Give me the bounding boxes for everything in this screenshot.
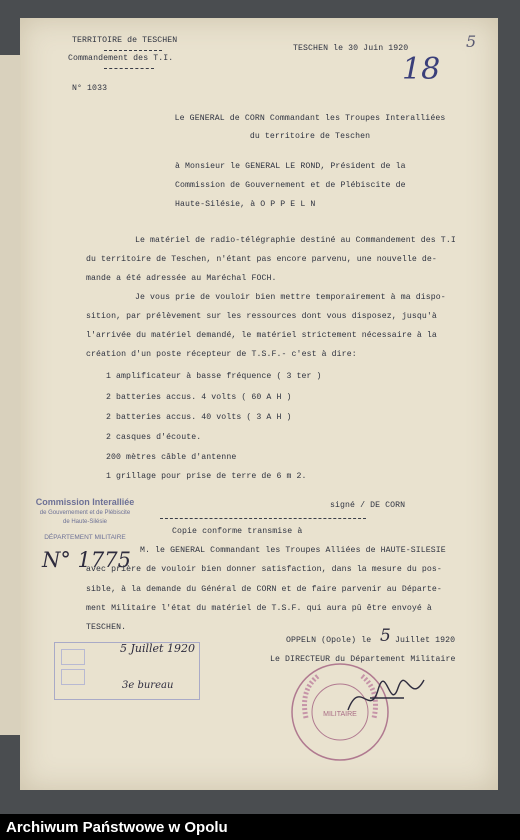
addressee-line-3: Haute-Silésie, à O P P E L N [175,200,316,209]
addressee-line-1: à Monsieur le GENERAL LE ROND, Président de la [175,162,406,171]
body-p2-line-1: Je vous prie de vouloir bien mettre temporairement à ma dispo- [135,293,446,302]
commission-stamp-line-1: Commission Interalliée [35,497,135,507]
signature-stroke [348,680,424,710]
equipment-item: 1 amplificateur à basse fréquence ( 3 ter ) [106,372,322,381]
body-p2-line-3: l'arrivée du matériel demandé, le matériel strictement nécessaire à la [86,331,437,340]
signature-line: signé / DE CORN [330,501,406,510]
transmission-line-4: ment Militaire l'état du matériel de T.S.F. qui aura pû être envoyé à [86,604,432,613]
document-number: N° 1033 [72,84,108,93]
body-p2-line-4: création d'un poste récepteur de T.S.F.- c'est à dire: [86,350,357,359]
director-signature [340,668,430,728]
director-line: Le DIRECTEUR du Département Militaire [270,655,456,664]
equipment-item: 200 mètres câble d'antenne [106,453,237,462]
stamp-cell [61,669,85,685]
sender-line-2: du territoire de Teschen [249,132,371,141]
addressee-line-2: Commission de Gouvernement et de Plébiscite de [175,181,406,190]
place-date-prefix: OPPELN (Opole) le [286,636,372,645]
transmission-line-5: TESCHEN. [86,623,127,632]
transmission-line-2: avec prière de vouloir bien donner satisfaction, dans la mesure du pos- [86,565,442,574]
place-date-suffix: Juillet 1920 [395,636,456,645]
equipment-item: 2 batteries accus. 4 volts ( 60 A H ) [106,393,292,402]
commission-stamp-line-3: de Haute-Silésie [62,519,108,525]
stamp-date: 5 Juillet 1920 [120,642,195,655]
org-line-1: TERRITOIRE de TESCHEN [72,36,178,45]
header-rule-1 [104,50,162,51]
place-date-day: 5 [380,626,391,646]
stamp-bureau: 3e bureau [122,680,174,691]
sender-line-1: Le GENERAL de CORN Commandant les Troupes Interalliées [174,114,446,123]
equipment-item: 2 batteries accus. 40 volts ( 3 A H ) [106,413,292,422]
transmission-intro: Copie conforme transmise à [172,527,303,536]
document-date: TESCHEN le 30 Juin 1920 [293,44,409,53]
org-line-2: Commandement des T.I. [68,54,174,63]
corner-number: 5 [466,32,477,51]
body-p2-line-2: sition, par prélèvement sur les ressources dont vous disposez, jusqu'à [86,312,437,321]
archive-footer [0,814,520,840]
commission-stamp-line-2: de Gouvernement et de Plébiscite [39,510,131,516]
equipment-item: 2 casques d'écoute. [106,433,202,442]
body-p1-line-2: du territoire de Teschen, n'étant pas encore parvenu, une nouvelle de- [86,255,437,264]
corner-mark: 18 [402,52,441,87]
paper-edge [0,55,20,735]
round-stamp-center: MILITAIRE [323,711,357,718]
archive-name: Archiwum Państwowe w Opolu [6,819,228,836]
equipment-item: 1 grillage pour prise de terre de 6 m 2. [106,472,307,481]
body-p1-line-1: Le matériel de radio-télégraphie destiné au Commandement des T.I [135,236,456,245]
transmission-line-3: sible, à la demande du Général de CORN et de faire parvenir au Départe- [86,585,442,594]
registration-number: N° 1775 [42,548,131,572]
transmission-rule [160,518,366,519]
body-p1-line-3: mande a été adressée au Maréchal FOCH. [86,274,277,283]
header-rule-2 [104,68,154,69]
transmission-line-1: M. le GENERAL Commandant les Troupes Alliées de HAUTE-SILESIE [140,546,446,555]
stamp-cell [61,649,85,665]
commission-stamp-line-4: DÉPARTEMENT MILITAIRE [44,534,126,541]
